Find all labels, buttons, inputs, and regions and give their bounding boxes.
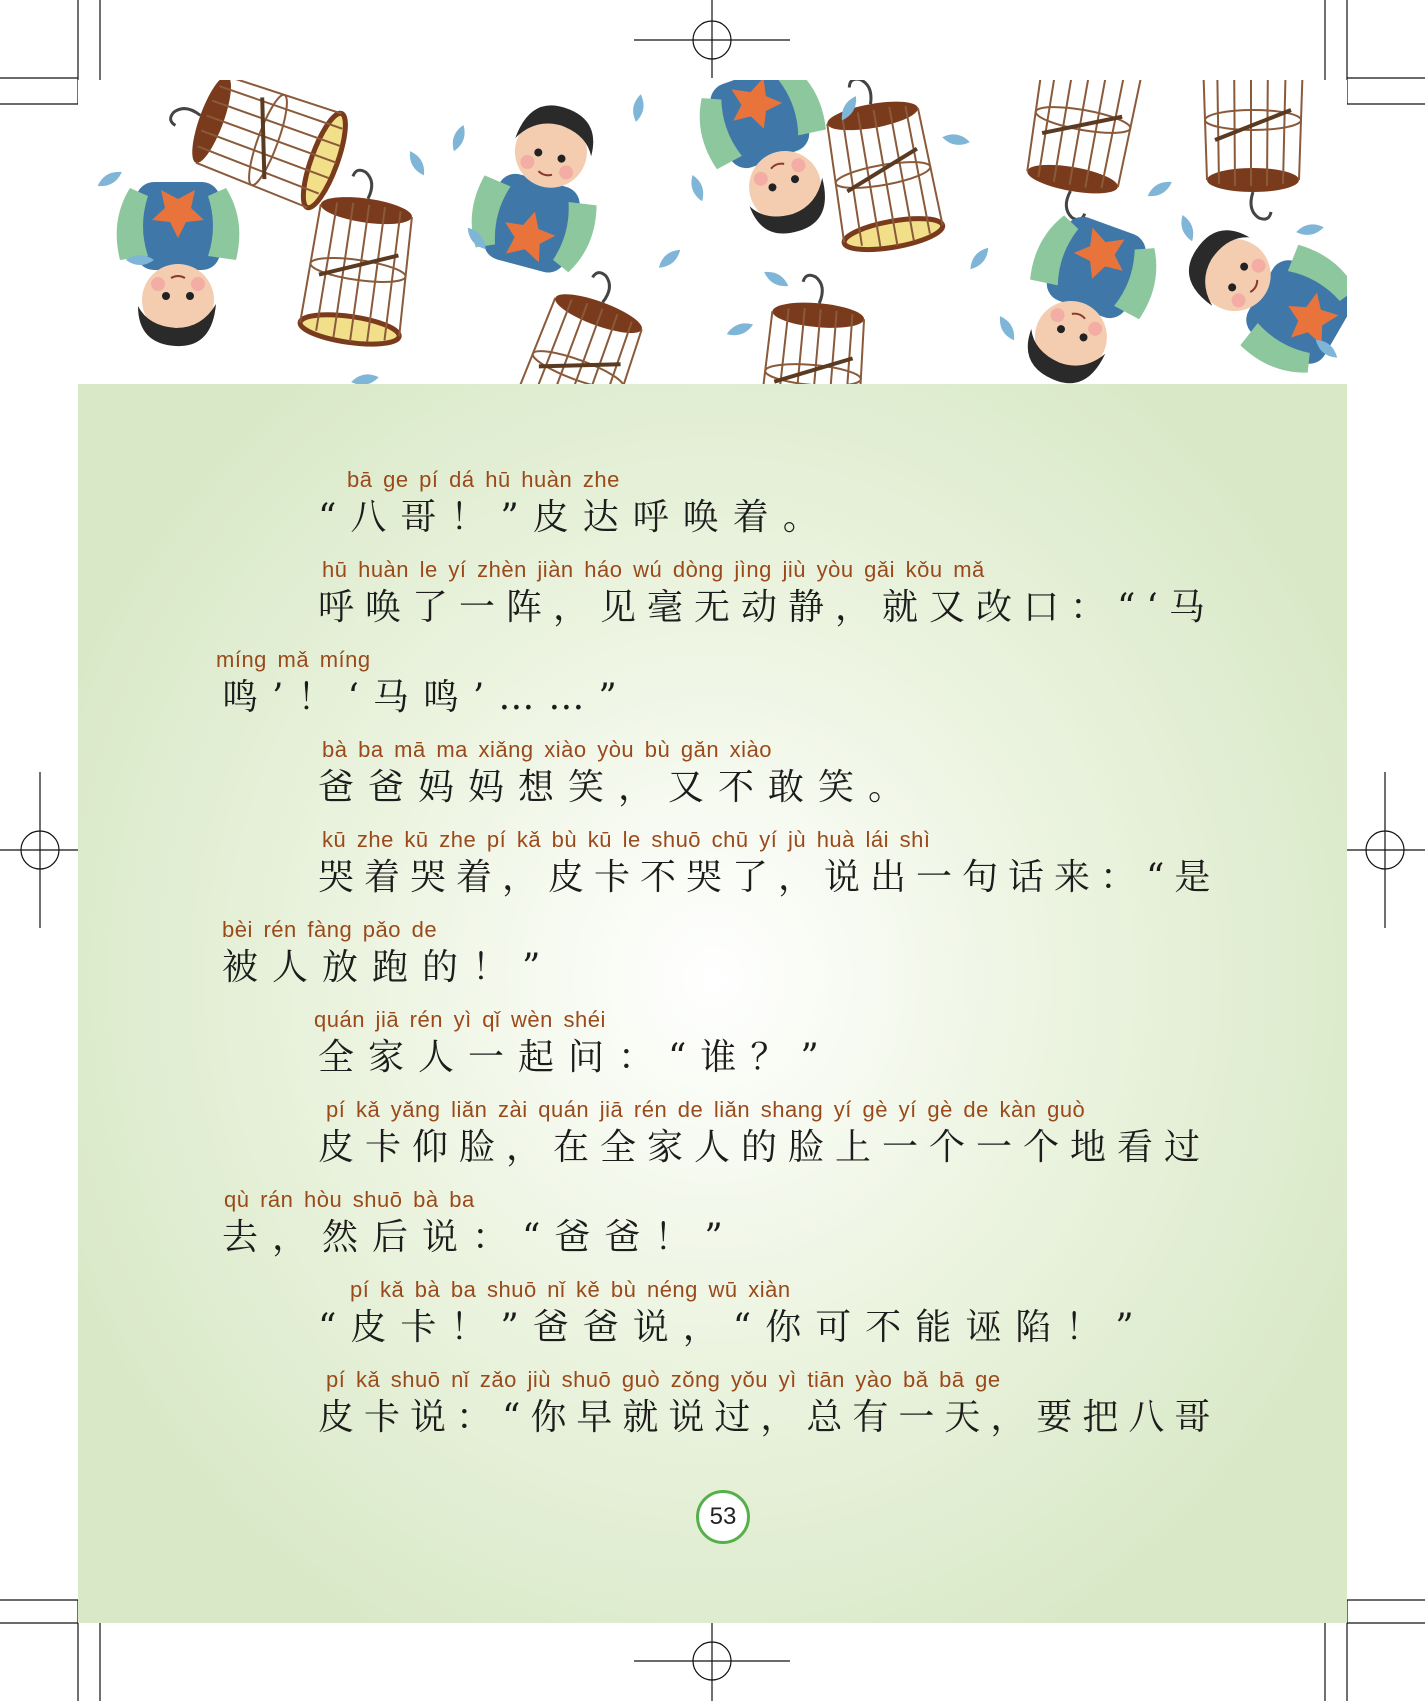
hanzi-line-11: 皮卡说：“你早就说过，总有一天，要把八哥 xyxy=(318,1397,1221,1438)
pinyin-line-2: hū huàn le yí zhèn jiàn háo wú dòng jìng jiù yòu gǎi kǒu mǎ xyxy=(322,557,985,582)
pinyin-line-5: kū zhe kū zhe pí kǎ bù kū le shuō chū yí jù huà lái shì xyxy=(322,827,931,852)
pinyin-line-6: bèi rén fàng pǎo de xyxy=(222,917,438,942)
hanzi-line-4: 爸爸妈妈想笑，又不敢笑。 xyxy=(318,767,919,808)
page-number: 53 xyxy=(696,1490,750,1544)
boys-and-birdcages-illustration xyxy=(78,80,1347,384)
pinyin-line-11: pí kǎ shuō nǐ zǎo jiù shuō guò zǒng yǒu yì tiān yào bǎ bā ge xyxy=(326,1367,1001,1392)
hanzi-line-3: 鸣’！‘马鸣’……” xyxy=(222,677,631,718)
pinyin-line-7: quán jiā rén yì qǐ wèn shéi xyxy=(314,1007,606,1032)
pinyin-line-8: pí kǎ yǎng liǎn zài quán jiā rén de liǎn shang yí gè yí gè de kàn guò xyxy=(326,1097,1086,1122)
pinyin-line-4: bà ba mā ma xiǎng xiào yòu bù gǎn xiào xyxy=(322,737,773,762)
pinyin-line-10: pí kǎ bà ba shuō nǐ kě bù néng wū xiàn xyxy=(350,1277,791,1302)
hanzi-line-1: “八哥！”皮达呼唤着。 xyxy=(318,497,833,538)
pinyin-line-9: qù rán hòu shuō bà ba xyxy=(224,1187,475,1212)
illustration-banner xyxy=(78,80,1347,384)
hanzi-line-7: 全家人一起问：“谁？” xyxy=(318,1037,833,1078)
hanzi-line-5: 哭着哭着，皮卡不哭了，说出一句话来：“是 xyxy=(318,857,1221,898)
pinyin-line-1: bā ge pí dá hū huàn zhe xyxy=(347,467,620,492)
hanzi-line-10: “皮卡！”爸爸说，“你可不能诬陷！” xyxy=(318,1307,1148,1348)
pinyin-line-3: míng mǎ míng xyxy=(216,647,371,672)
hanzi-line-2: 呼唤了一阵，见毫无动静，就又改口：“‘马 xyxy=(318,587,1216,628)
hanzi-line-6: 被人放跑的！” xyxy=(222,947,555,988)
hanzi-line-9: 去，然后说：“爸爸！” xyxy=(222,1217,737,1258)
hanzi-line-8: 皮卡仰脸，在全家人的脸上一个一个地看过 xyxy=(318,1127,1212,1168)
